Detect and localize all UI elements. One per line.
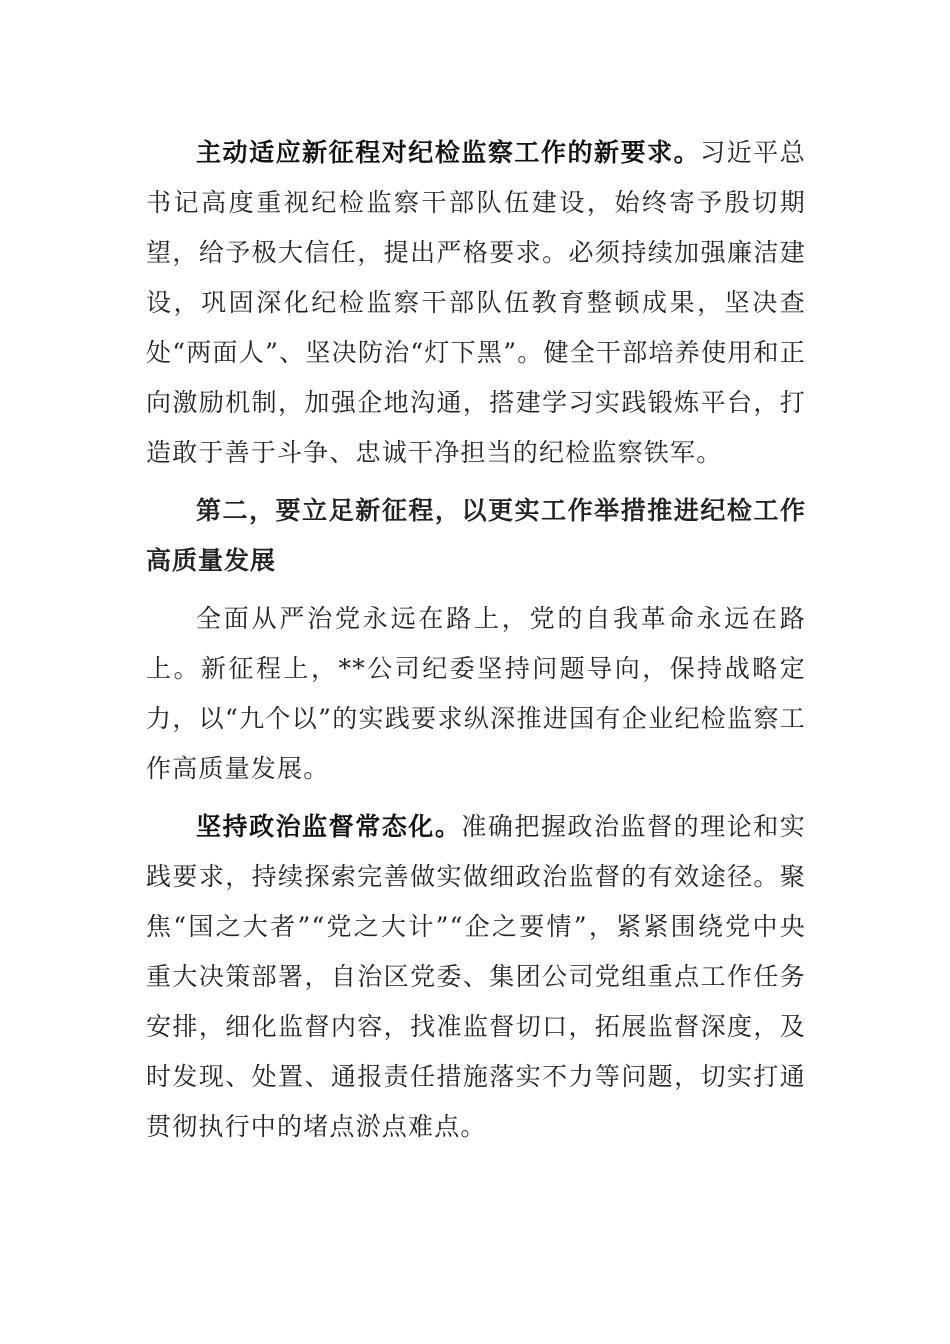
paragraph-1-lead: 主动适应新征程对纪检监察工作的新要求。 xyxy=(196,138,701,167)
section-heading: 第二，要立足新征程，以更实工作举措推进纪检工作高质量发展 xyxy=(146,496,806,575)
paragraph-3-lead: 坚持政治监督常态化。 xyxy=(196,812,462,841)
paragraph-1 xyxy=(146,128,806,478)
paragraph-3-text: 准确把握政治监督的理论和实践要求，持续探索完善做实做细政治监督的有效途径。聚焦“国之大者”“党之大计”“企之要情”，紧紧围绕党中央重大决策部署，自治区党委、集团公司党组重点工作任务安排，细化监督内容，找准监督切口，拓展监督深度，及时发现、处置、通报责任措施落实不力等问题，切实打通贯彻执行中的堵点淤点难点。 xyxy=(146,812,806,1141)
paragraph-1-text: 习近平总书记高度重视纪检监察干部队伍建设，始终寄予殷切期望，给予极大信任，提出严格要求。必须持续加强廉洁建设，巩固深化纪检监察干部队伍教育整顿成果，坚决查处“两面人”、坚决防治“灯下黑”。健全干部培养使用和正向激励机制，加强企地沟通，搭建学习实践锻炼平台，打造敢于善于斗争、忠诚干净担当的纪检监察铁军。 xyxy=(146,138,806,467)
paragraph-2-text: 全面从严治党永远在路上，党的自我革命永远在路上。新征程上，**公司纪委坚持问题导向，保持战略定力，以“九个以”的实践要求纵深推进国有企业纪检监察工作高质量发展。 xyxy=(146,604,806,783)
paragraph-3 xyxy=(146,802,806,1152)
paragraph-2 xyxy=(146,594,806,794)
document-body xyxy=(146,128,806,1160)
